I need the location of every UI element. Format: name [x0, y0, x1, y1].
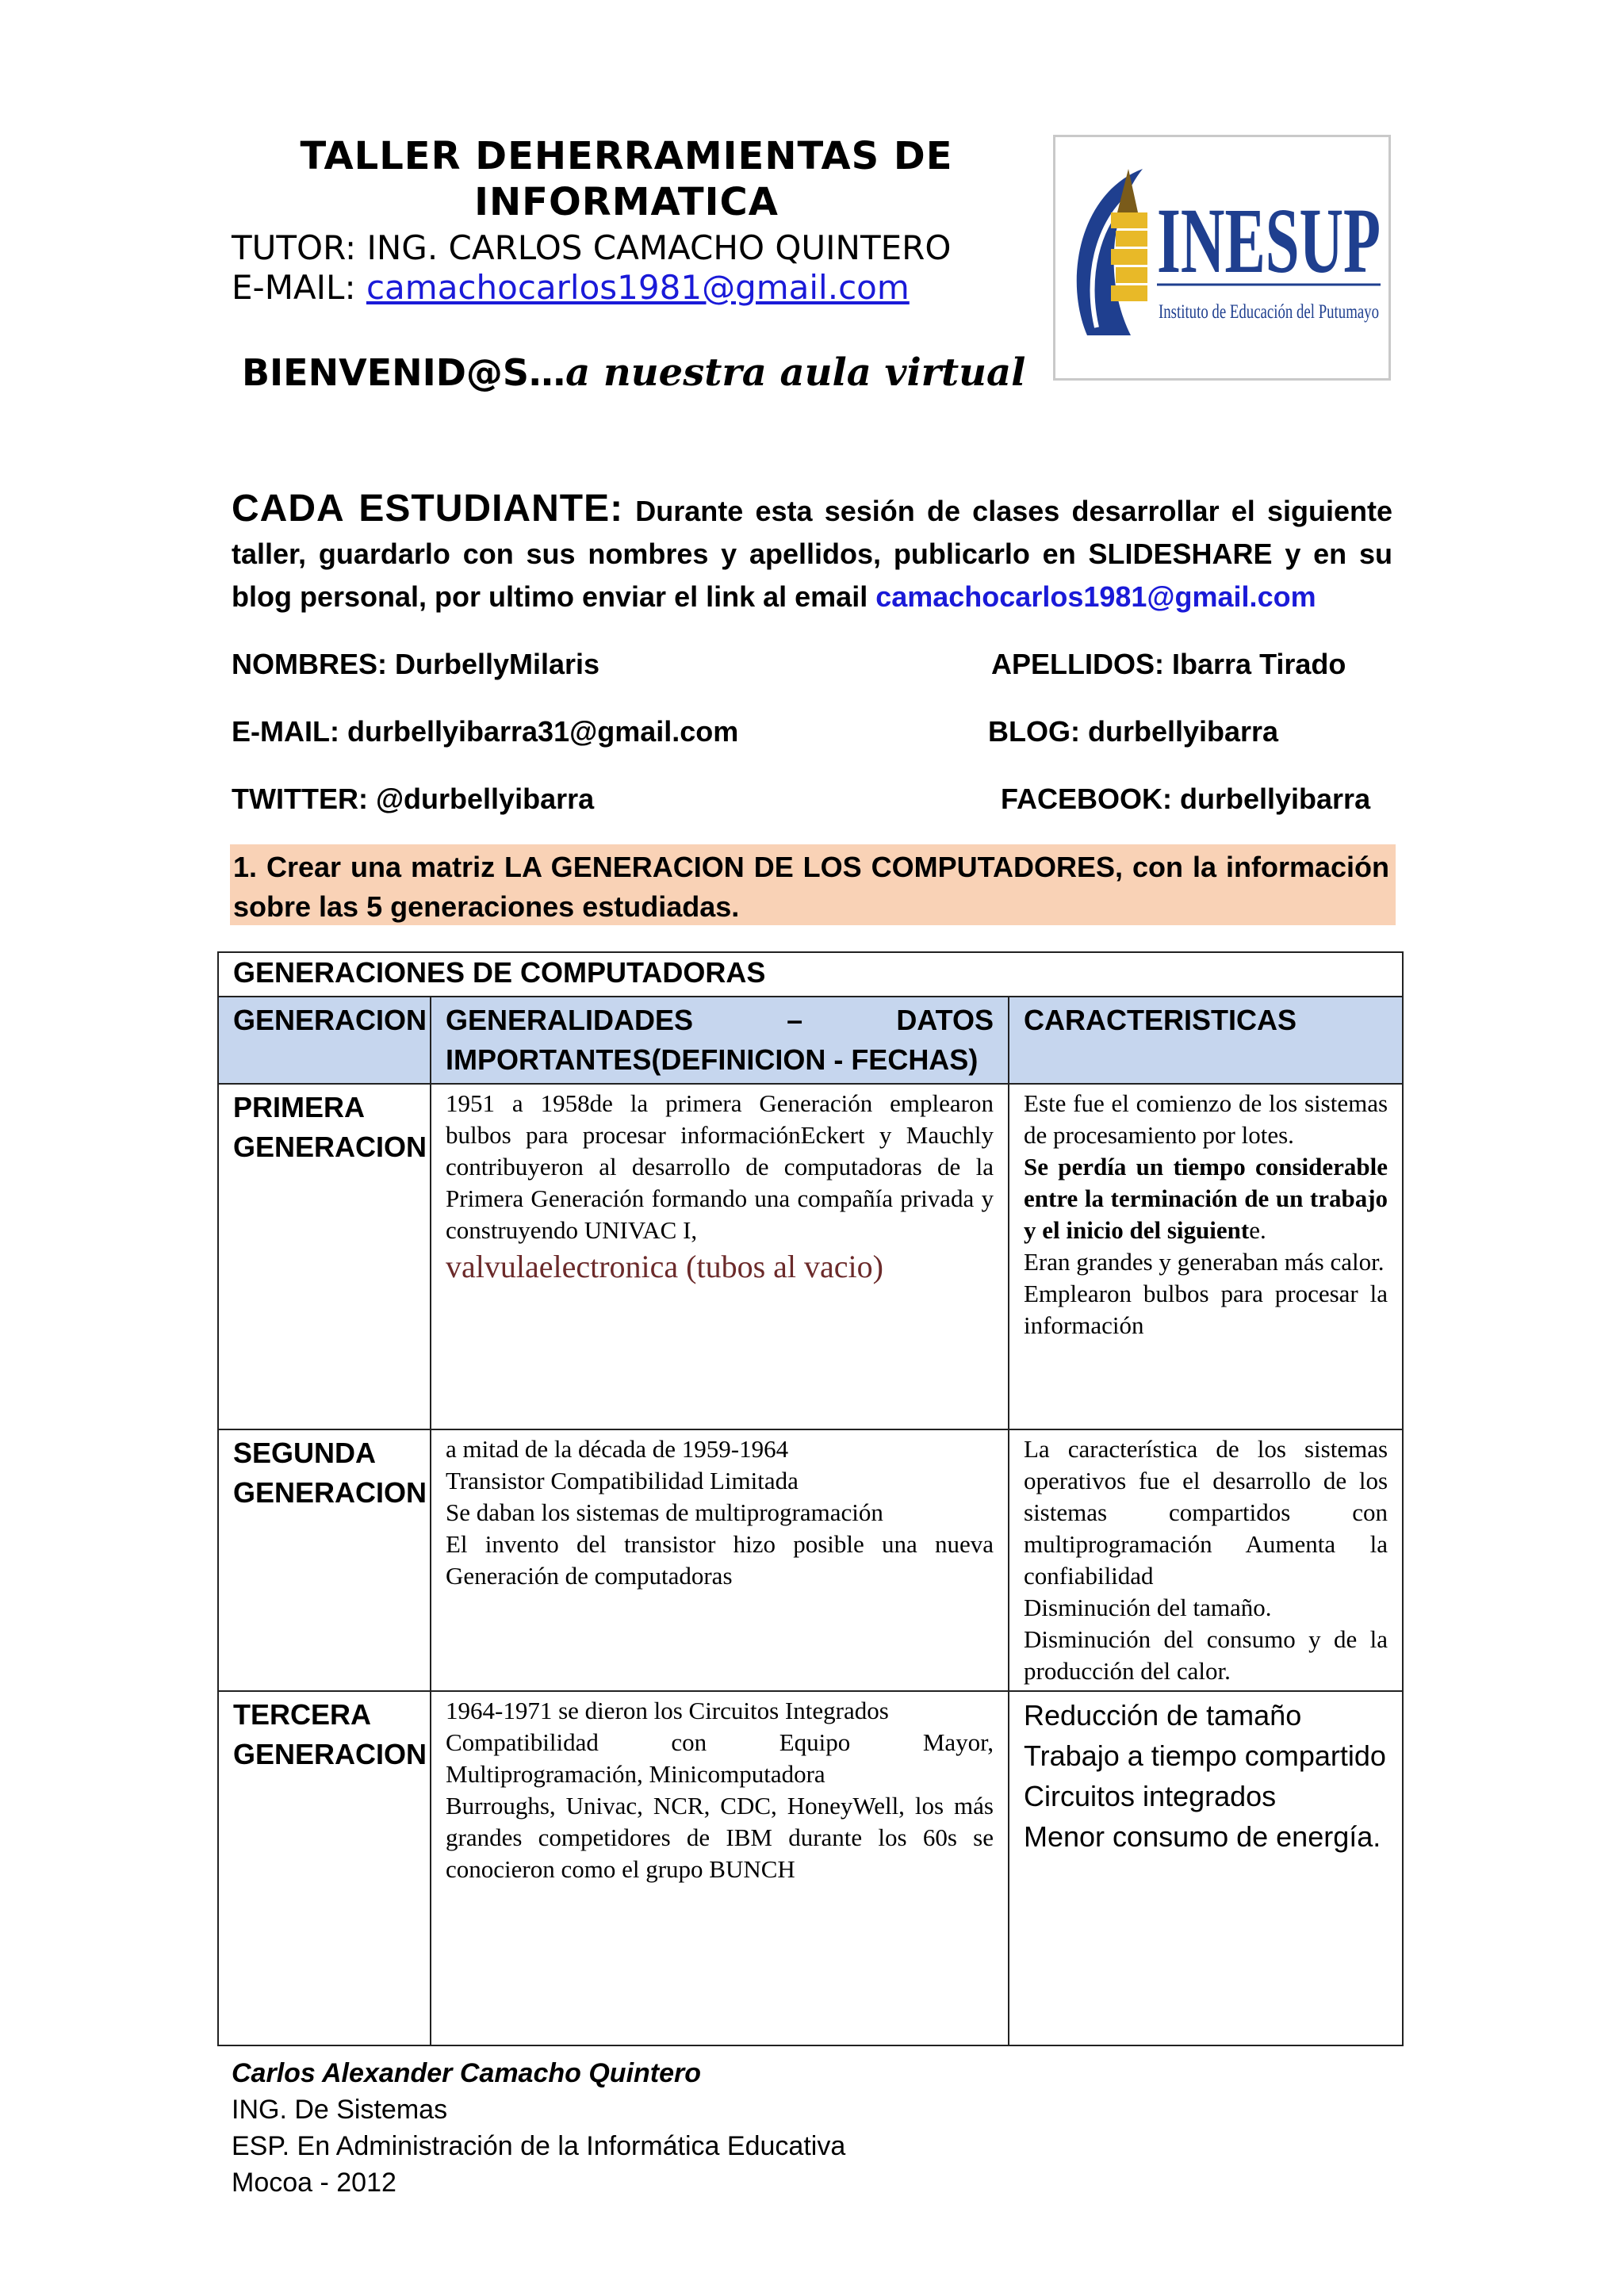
instructions-email-link[interactable]: camachocarlos1981@gmail.com	[875, 580, 1316, 613]
footer-specialization: ESP. En Administración de la Informática Educativa	[232, 2131, 846, 2161]
tutor-email-line	[232, 268, 910, 308]
header-generacion-label: GENERACION	[233, 1004, 427, 1036]
student-twitter: TWITTER: @durbellyibarra	[232, 783, 595, 815]
generalities-text	[431, 1692, 1008, 1888]
table-row	[218, 1691, 1403, 2045]
generation-label-line1: SEGUNDA	[233, 1437, 377, 1469]
student-facebook: FACEBOOK: durbellyibarra	[1001, 783, 1371, 815]
welcome-script: a nuestra aula virtual	[565, 350, 1026, 395]
generalities-line: Compatibilidad con Equipo Mayor, Multiprogramación, Minicomputadora	[446, 1728, 994, 1788]
inesup-logo	[1053, 135, 1391, 381]
table-row	[218, 1429, 1403, 1691]
generalities-cell	[431, 1429, 1009, 1691]
characteristic-item: Trabajo a tiempo compartido	[1024, 1739, 1386, 1772]
characteristic-item: La característica de los sistemas operativos fue el desarrollo de los sistemas compartidos con multiprogramación Aumenta la confiabilidad	[1024, 1435, 1388, 1590]
tutor-line: TUTOR: ING. CARLOS CAMACHO QUINTERO	[232, 228, 952, 267]
characteristic-item: Eran grandes y generaban más calor.	[1024, 1248, 1385, 1276]
header-generalidades-label	[431, 997, 1008, 1083]
characteristic-bold-text: Se perdía un tiempo considerable entre la terminación de un trabajo y el inicio del siguient	[1024, 1153, 1388, 1244]
email-label: E-MAIL:	[232, 268, 366, 307]
task-box: 1. Crear una matriz LA GENERACION DE LOS COMPUTADORES, con la información sobre las 5 generaciones estudiadas.	[230, 844, 1396, 925]
logo-wordmark: INESUP	[1157, 189, 1381, 293]
header-generalidades-b: DATOS	[896, 1004, 994, 1036]
student-email: E-MAIL: durbellyibarra31@gmail.com	[232, 715, 739, 748]
characteristic-item-bold	[1024, 1151, 1388, 1246]
generation-label-line1: PRIMERA	[233, 1091, 366, 1123]
table-caption-cell	[218, 952, 1403, 997]
generalities-extra: valvulaelectronica (tubos al vacio)	[446, 1249, 883, 1284]
generalities-line: Burroughs, Univac, NCR, CDC, HoneyWell, los más grandes competidores de IBM durante los 60s se conocieron como el grupo BUNCH	[446, 1792, 994, 1883]
characteristics-cell	[1009, 1429, 1403, 1691]
table-caption-row	[218, 952, 1403, 997]
instructions-paragraph	[232, 488, 1392, 618]
generation-cell	[218, 1691, 431, 2045]
generations-table	[217, 951, 1404, 2046]
student-blog: BLOG: durbellyibarra	[988, 715, 1279, 748]
header-caracteristicas-label: CARACTERISTICAS	[1024, 1004, 1297, 1036]
characteristic-item: Reducción de tamaño	[1024, 1699, 1302, 1732]
inesup-logo-graphic	[1055, 137, 1388, 378]
characteristic-bold-tail: e.	[1249, 1216, 1266, 1244]
header-caracteristicas	[1009, 997, 1403, 1084]
generalities-line: Se daban los sistemas de multiprogramación	[446, 1498, 883, 1526]
generation-cell	[218, 1084, 431, 1429]
instructions-lead: CADA ESTUDIANTE:	[232, 488, 624, 530]
generation-label	[219, 1085, 430, 1170]
header-generalidades-dash: –	[787, 1004, 803, 1036]
generalities-line: Transistor Compatibilidad Limitada	[446, 1467, 799, 1494]
generation-label	[219, 1692, 430, 1777]
characteristic-item: Disminución del tamaño.	[1024, 1594, 1272, 1621]
generation-label-line2: GENERACION	[233, 1738, 427, 1770]
document-title: TALLER DEHERRAMIENTAS DE INFORMATICA	[300, 134, 953, 224]
student-nombres: NOMBRES: DurbellyMilaris	[232, 648, 600, 680]
welcome-bold: BIENVENID@S…	[242, 351, 566, 394]
table-header-row	[218, 997, 1403, 1084]
generalities-line: El invento del transistor hizo posible una nueva Generación de computadoras	[446, 1530, 994, 1590]
generalities-cell	[431, 1691, 1009, 2045]
generation-cell	[218, 1429, 431, 1691]
table-caption: GENERACIONES DE COMPUTADORAS	[233, 956, 766, 989]
generalities-cell	[431, 1084, 1009, 1429]
student-apellidos: APELLIDOS: Ibarra Tirado	[991, 648, 1346, 680]
instructions-text: Durante esta sesión de clases desarrollar el siguiente taller, guardarlo con sus nombres y apellidos, publicarlo en SLIDESHARE y en su blog personal, por ultimo enviar el link al email	[232, 495, 1393, 613]
logo-subtitle: Instituto de Educación del Putumayo	[1159, 301, 1379, 323]
header-generalidades-a: GENERALIDADES	[446, 1004, 694, 1036]
characteristics-cell	[1009, 1084, 1403, 1429]
table-row	[218, 1084, 1403, 1429]
header-generacion	[218, 997, 431, 1084]
welcome-banner	[242, 349, 1025, 397]
generalities-line: 1964-1971 se dieron los Circuitos Integrados	[446, 1697, 889, 1724]
characteristic-item: Circuitos integrados	[1024, 1780, 1277, 1812]
generalities-text	[431, 1085, 1008, 1291]
header-generalidades-c: IMPORTANTES(DEFINICION - FECHAS)	[446, 1043, 979, 1076]
generation-label-line2: GENERACION	[233, 1476, 427, 1509]
logo-pillar-icon	[1111, 212, 1147, 228]
generalities-line: a mitad de la década de 1959-1964	[446, 1435, 789, 1463]
generalities-paragraph: 1951 a 1958de la primera Generación emplearon bulbos para procesar informaciónEckert y Mauchly contribuyeron al desarrollo de computadoras de la Primera Generación formando una compañía privada y construyendo UNIVAC I,	[446, 1089, 994, 1244]
characteristics-text	[1009, 1430, 1402, 1690]
footer-degree: ING. De Sistemas	[232, 2095, 448, 2125]
characteristics-text	[1009, 1085, 1402, 1345]
characteristic-item: Emplearon bulbos para procesar la información	[1024, 1280, 1388, 1339]
footer-place-year: Mocoa - 2012	[232, 2168, 396, 2198]
characteristics-text	[1009, 1692, 1402, 1860]
characteristics-cell	[1009, 1691, 1403, 2045]
header-generalidades	[431, 997, 1009, 1084]
characteristic-item: Menor consumo de energía.	[1024, 1820, 1381, 1853]
generation-label-line1: TERCERA	[233, 1698, 372, 1731]
tutor-email-link[interactable]: camachocarlos1981@gmail.com	[366, 268, 910, 307]
generation-label	[219, 1430, 430, 1516]
characteristic-item: Este fue el comienzo de los sistemas de procesamiento por lotes.	[1024, 1089, 1388, 1149]
characteristic-item: Disminución del consumo y de la producción del calor.	[1024, 1625, 1388, 1685]
generalities-text	[431, 1430, 1008, 1595]
footer-author: Carlos Alexander Camacho Quintero	[232, 2058, 702, 2088]
generation-label-line2: GENERACION	[233, 1131, 427, 1163]
